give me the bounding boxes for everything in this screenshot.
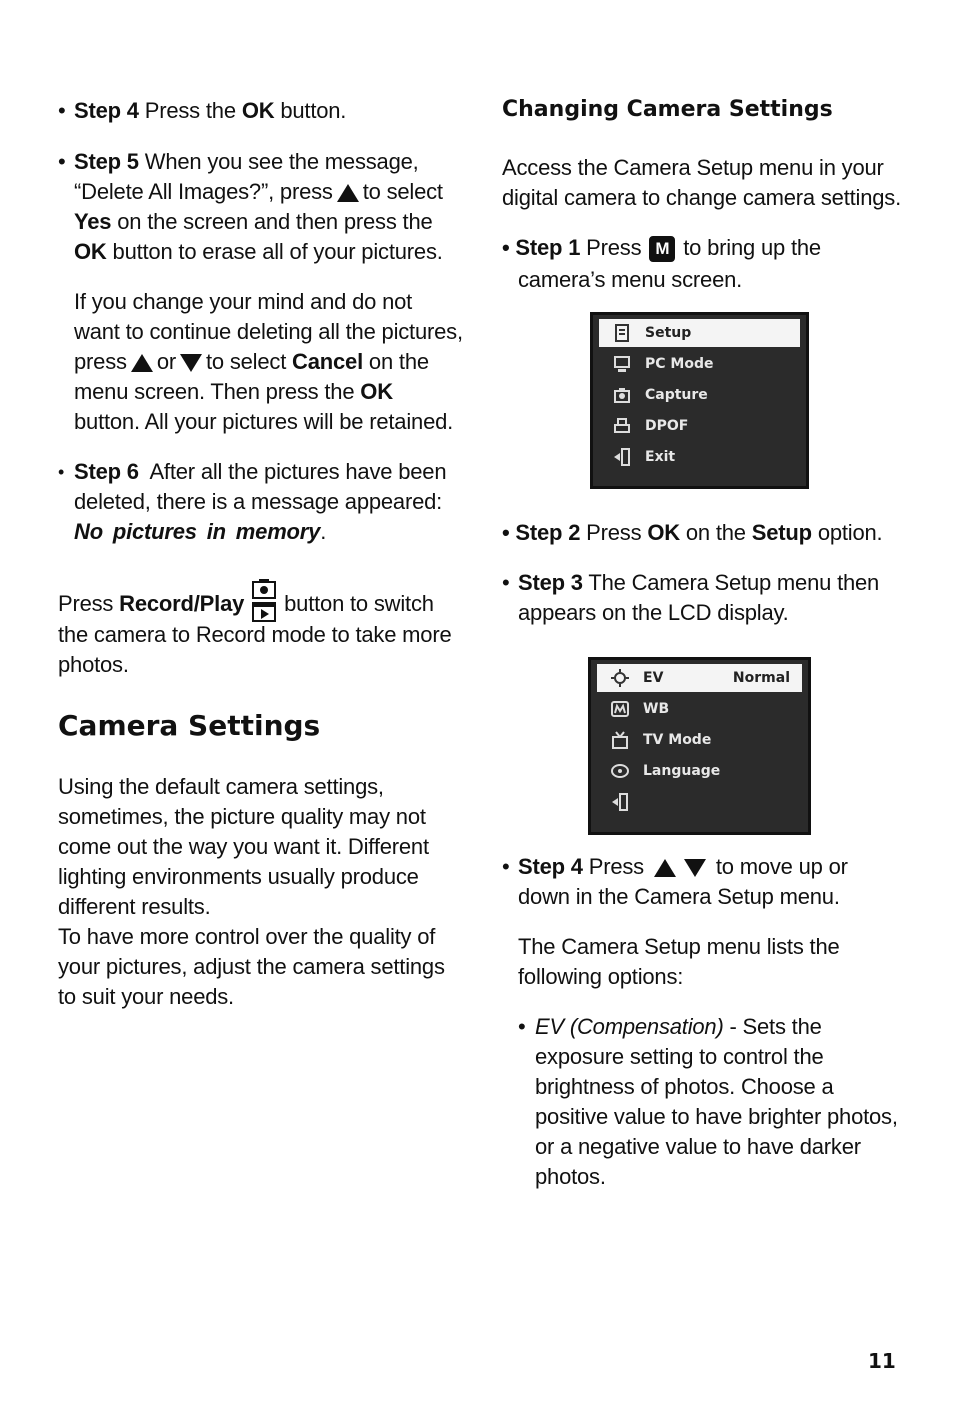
cancel-paragraph: If you change your mind and do not want to continue deleting all the pictures, press or to select Cancel on the menu screen. Then press the OK button. All your pictures will be retained. — [74, 289, 463, 434]
menu-item-exit: Exit — [599, 443, 800, 471]
bullet: • — [58, 462, 65, 482]
camera-settings-body: Using the default camera settings, sometimes, the picture quality may not come out the way you want it. Different lighting environments usually produce different results. To have more control over the quality of your pictures, adjust the camera settings to suit your needs. — [58, 774, 445, 1009]
bullet: • — [58, 98, 66, 123]
ev-description: EV (Compensation) - Sets the exposure setting to control the brightness of photos. Choose a positive value to have brighter photos, or a negative value to have darker photos. — [535, 1014, 898, 1189]
menu-item-capture: Capture — [599, 381, 800, 409]
menu-item-ev: EV Normal — [597, 664, 802, 692]
step5-text: Step 5 When you see the message, “Delete All Images?”, press to select Yes on the screen and then press the OK button to erase all of your pictures. — [74, 149, 443, 264]
camera-settings-heading: Camera Settings — [58, 709, 321, 742]
bullet: • — [518, 1014, 526, 1039]
up-arrow-icon — [337, 184, 359, 202]
up-arrow-icon — [131, 354, 153, 372]
intro-paragraph: Access the Camera Setup menu in your digital camera to change camera settings. — [502, 155, 902, 210]
record-paragraph: Press Record/Play button to switch the camera to Record mode to take more photos. — [58, 582, 458, 680]
step2-text: • Step 2 Press OK on the Setup option. — [502, 520, 883, 545]
main-menu-screen — [590, 312, 809, 489]
wb-icon — [611, 700, 629, 718]
setup-menu-screen — [588, 657, 811, 835]
tv-mode-icon — [611, 731, 629, 749]
language-icon — [611, 762, 629, 780]
menu-item-tv-mode: TV Mode — [597, 726, 802, 754]
ev-icon — [611, 669, 629, 687]
exit-icon — [613, 448, 631, 466]
menu-item-setup: Setup — [599, 319, 800, 347]
changing-camera-settings-heading: Changing Camera Settings — [502, 97, 833, 122]
step4-text: Step 4 Press the OK button. — [74, 98, 347, 123]
dpof-icon — [613, 417, 631, 435]
menu-key-icon: M — [649, 236, 675, 262]
menu-item-dpof: DPOF — [599, 412, 800, 440]
bullet: • — [502, 854, 510, 879]
setup-icon — [613, 324, 631, 342]
lists-paragraph: The Camera Setup menu lists the following options: — [518, 934, 840, 989]
bullet: • — [502, 570, 510, 595]
menu-item-exit — [597, 788, 802, 816]
pc-mode-icon — [613, 355, 631, 373]
step1-text: • Step 1 Press M to bring up the camera’s menu screen. — [502, 235, 821, 292]
bullet: • — [58, 149, 66, 174]
up-arrow-icon — [654, 859, 676, 877]
down-arrow-icon — [684, 859, 706, 877]
menu-item-language: Language — [597, 757, 802, 785]
down-arrow-icon — [180, 354, 202, 372]
step4-right-text: Step 4 Press to move up or down in the Camera Setup menu. — [518, 854, 848, 909]
page-number: 11 — [868, 1349, 896, 1373]
exit-icon — [611, 793, 629, 811]
menu-item-pc-mode: PC Mode — [599, 350, 800, 378]
step3-text: Step 3 The Camera Setup menu then appears on the LCD display. — [518, 570, 880, 625]
step6-text: Step 6 After all the pictures have been deleted, there is a message appeared: No pictures in memory. — [74, 459, 447, 544]
capture-icon — [613, 386, 631, 404]
menu-item-wb: WB — [597, 695, 802, 723]
record-play-icon — [250, 578, 278, 624]
